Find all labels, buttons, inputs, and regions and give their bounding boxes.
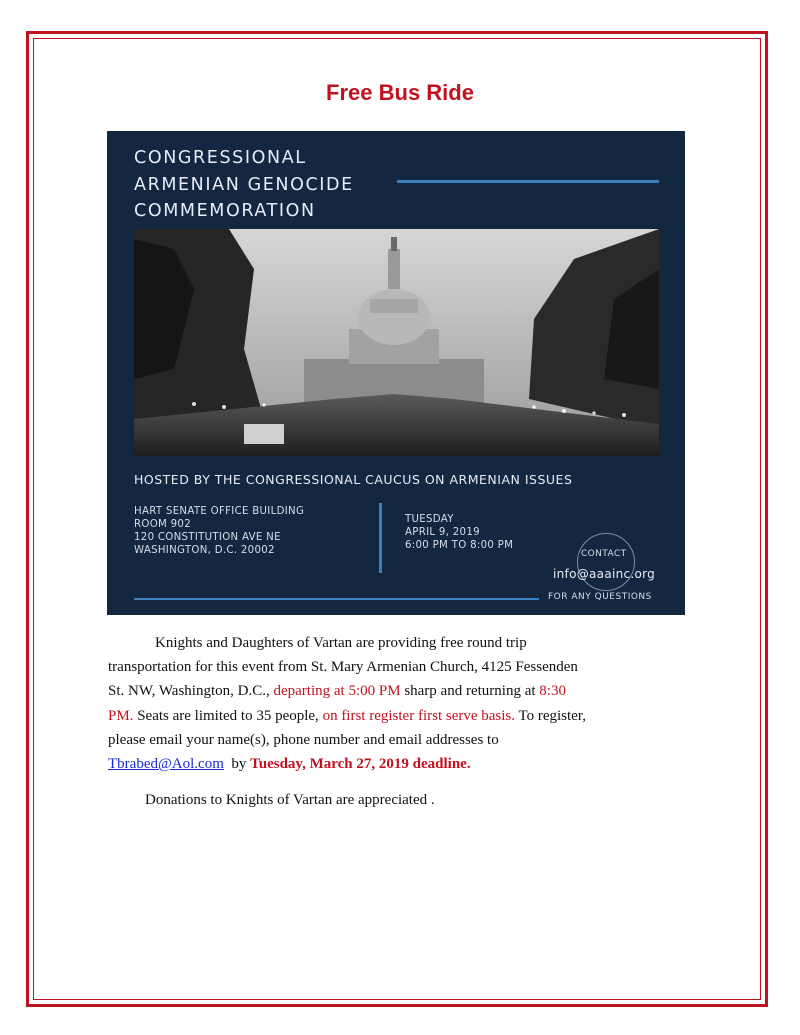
details-paragraph <box>108 631 708 776</box>
venue-line: 120 CONSTITUTION AVE NE <box>134 532 281 543</box>
event-datetime <box>405 513 513 552</box>
contact-note: FOR ANY QUESTIONS <box>548 592 652 602</box>
contact-email: info@aaainc.org <box>553 567 656 581</box>
datetime-line: TUESDAY <box>405 514 454 525</box>
return-time: 8:30 <box>539 683 566 700</box>
text-segment: To register, <box>515 707 586 724</box>
email-link[interactable]: Tbrabed@Aol.com <box>108 756 224 773</box>
text-segment: please email your name(s), phone number and email addresses to <box>108 731 499 748</box>
deadline: Tuesday, March 27, 2019 deadline. <box>250 756 471 773</box>
text-segment: by <box>223 756 251 773</box>
page-title: Free Bus Ride <box>326 80 474 105</box>
flyer-title-line: ARMENIAN GENOCIDE <box>134 174 354 195</box>
registration-basis: on first register first serve basis. <box>322 707 516 724</box>
capitol-photo <box>134 229 659 456</box>
text-segment: St. NW, Washington, D.C., <box>108 683 274 700</box>
text-segment: sharp and returning at <box>400 683 540 700</box>
return-time-suffix: PM. <box>108 707 134 724</box>
text-segment: Seats are limited to 35 people, <box>133 707 323 724</box>
contact-label: CONTACT <box>581 549 627 559</box>
datetime-line: 6:00 PM TO 8:00 PM <box>405 540 514 551</box>
info-divider <box>379 503 382 573</box>
donations-note: Donations to Knights of Vartan are appreciated . <box>145 792 435 808</box>
departure-time: departing at 5:00 PM <box>273 683 401 700</box>
venue-line: WASHINGTON, D.C. 20002 <box>134 545 275 556</box>
event-flyer <box>107 131 685 615</box>
venue-line: ROOM 902 <box>134 519 191 530</box>
hosted-by: HOSTED BY THE CONGRESSIONAL CAUCUS ON ARMENIAN ISSUES <box>134 472 573 487</box>
text-segment: Knights and Daughters of Vartan are providing free round trip <box>155 635 527 651</box>
title-rule <box>397 180 659 183</box>
text-segment: transportation for this event from St. Mary Armenian Church, 4125 Fessenden <box>108 659 578 676</box>
venue-line: HART SENATE OFFICE BUILDING <box>134 506 305 517</box>
flyer-title-line: COMMEMORATION <box>134 201 316 221</box>
flyer-title-line: CONGRESSIONAL <box>134 148 307 168</box>
contact-circle <box>577 533 635 591</box>
venue-address <box>134 505 304 557</box>
flyer-title <box>134 145 354 225</box>
bottom-rule <box>134 598 539 600</box>
capitol-illustration <box>134 229 659 456</box>
datetime-line: APRIL 9, 2019 <box>405 527 480 538</box>
